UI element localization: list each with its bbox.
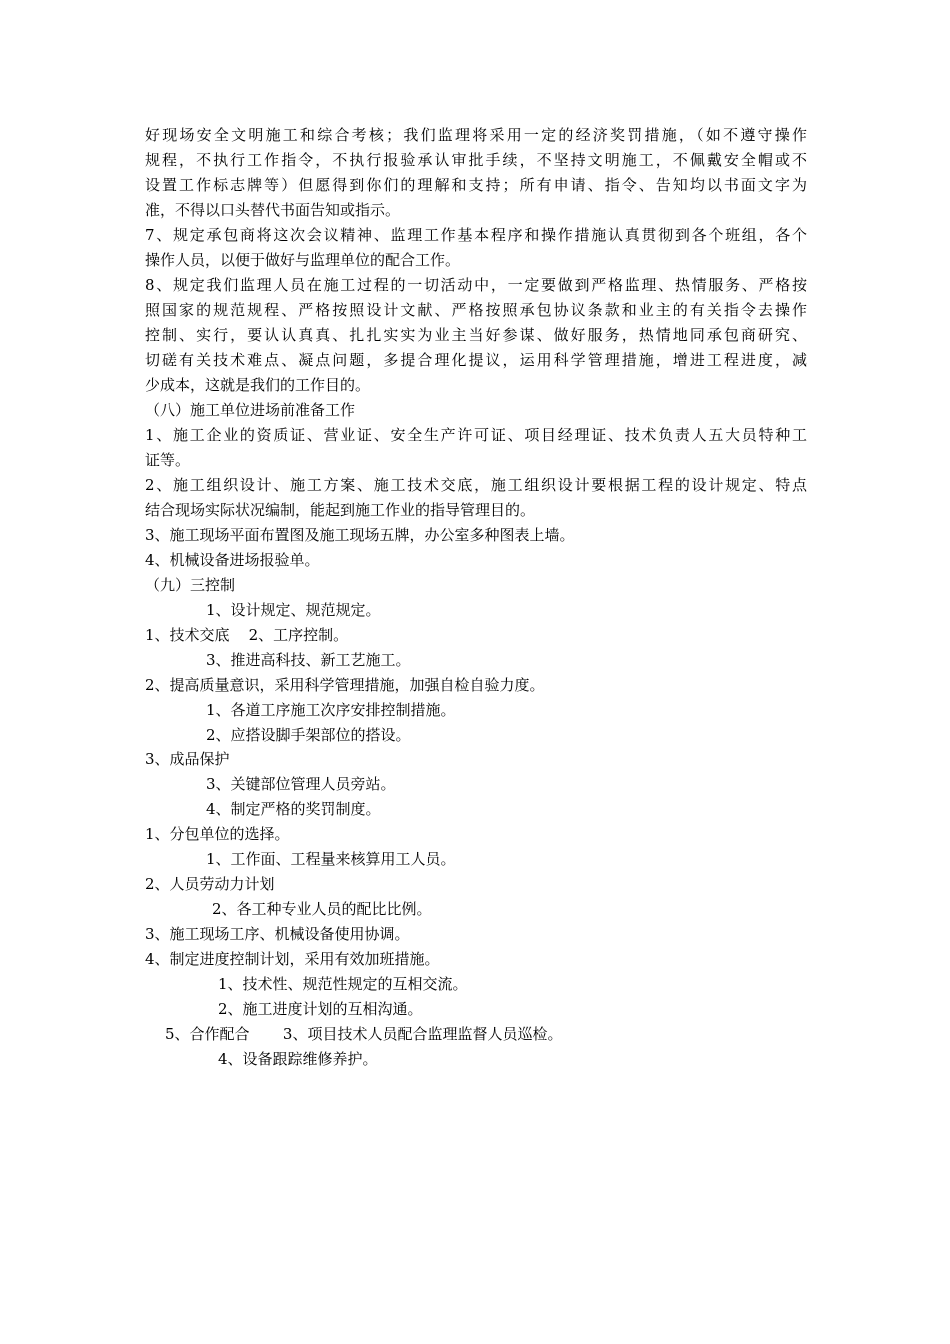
text-line: 1、技术交底 2、工序控制。: [145, 626, 349, 644]
text-line: 3、施工现场工序、机械设备使用协调。: [145, 925, 410, 943]
text-line: 设置工作标志牌等）但愿得到你们的理解和支持；所有申请、指令、告知均以书面文字为: [145, 176, 807, 194]
text-line: 1、各道工序施工次序安排控制措施。: [206, 701, 456, 719]
text-line: 3、推进高科技、新工艺施工。: [206, 651, 411, 669]
text-line: 3、成品保护: [145, 750, 230, 768]
text-line: 规程，不执行工作指令，不执行报验承认审批手续，不坚持文明施工，不佩戴安全帽或不: [145, 151, 807, 169]
text-line: 切磋有关技术难点、凝点问题，多提合理化提议，运用科学管理措施，增进工程进度，减: [145, 351, 807, 369]
text-line: 2、提高质量意识，采用科学管理措施，加强自检自验力度。: [145, 676, 545, 694]
text-line: 准，不得以口头替代书面告知或指示。: [145, 201, 401, 219]
text-line: 5、合作配合 3、项目技术人员配合监理监督人员巡检。: [165, 1025, 563, 1043]
text-line: 少成本，这就是我们的工作目的。: [145, 376, 371, 394]
text-line: 1、施工企业的资质证、营业证、安全生产许可证、项目经理证、技术负责人五大员特种工: [145, 426, 807, 444]
section-heading: （八）施工单位进场前准备工作: [145, 401, 356, 419]
text-line: 4、机械设备进场报验单。: [145, 551, 320, 569]
text-line: 控制、实行，要认认真真、扎扎实实为业主当好参谋、做好服务，热情地同承包商研究、: [145, 326, 807, 344]
text-line: 1、设计规定、规范规定。: [206, 601, 381, 619]
text-line: 3、施工现场平面布置图及施工现场五牌，办公室多种图表上墙。: [145, 526, 575, 544]
text-line: 好现场安全文明施工和综合考核；我们监理将采用一定的经济奖罚措施，（如不遵守操作: [145, 126, 807, 144]
text-line: 1、分包单位的选择。: [145, 825, 290, 843]
section-heading: （九）三控制: [145, 576, 236, 594]
text-line: 结合现场实际状况编制，能起到施工作业的指导管理目的。: [145, 501, 536, 519]
text-line: 操作人员，以便于做好与监理单位的配合工作。: [145, 251, 461, 269]
text-line: 证等。: [145, 451, 191, 469]
text-line: 照国家的规范规程、严格按照设计文献、严格按照承包协议条款和业主的有关指令去操作: [145, 301, 807, 319]
text-line: 7、规定承包商将这次会议精神、监理工作基本程序和操作措施认真贯彻到各个班组，各个: [145, 226, 807, 244]
text-line: 4、制定严格的奖罚制度。: [206, 800, 381, 818]
text-line: 1、工作面、工程量来核算用工人员。: [206, 850, 456, 868]
text-line: 4、设备跟踪维修养护。: [218, 1050, 378, 1068]
text-line: 2、施工组织设计、施工方案、施工技术交底，施工组织设计要根据工程的设计规定、特点: [145, 476, 807, 494]
text-line: 8、规定我们监理人员在施工过程的一切活动中，一定要做到严格监理、热情服务、严格按: [145, 276, 807, 294]
text-line: 3、关键部位管理人员旁站。: [206, 775, 396, 793]
text-line: 2、人员劳动力计划: [145, 875, 275, 893]
text-line: 2、各工种专业人员的配比比例。: [212, 900, 432, 918]
text-line: 2、应搭设脚手架部位的搭设。: [206, 726, 411, 744]
text-line: 4、制定进度控制计划，采用有效加班措施。: [145, 950, 440, 968]
text-line: 2、施工进度计划的互相沟通。: [218, 1000, 423, 1018]
text-line: 1、技术性、规范性规定的互相交流。: [218, 975, 468, 993]
